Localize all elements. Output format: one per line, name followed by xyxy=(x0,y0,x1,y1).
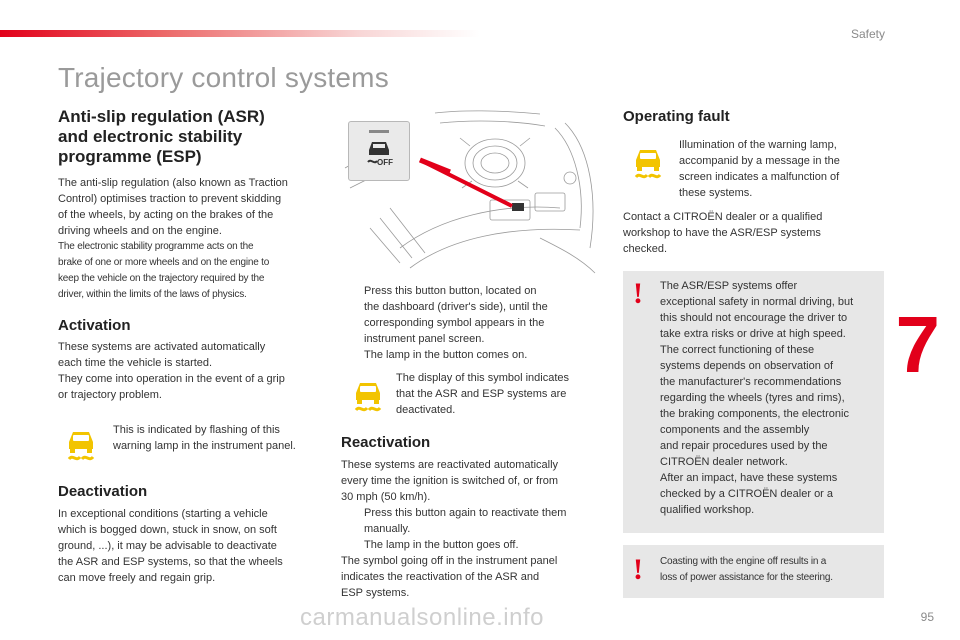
page-number: 95 xyxy=(920,610,934,624)
esp-off-button[interactable] xyxy=(348,121,410,181)
page-title: Trajectory control systems xyxy=(58,62,389,93)
safety-warning-text: The ASR/ESP systems offer exceptional safety in normal driving, but this should not encourage the driver to take extra risks or drive at high speed. The correct functioning of these systems depends on observation of the manufacturer's recommendations regarding the wheels (tyres and rims), the braking components, the electronic components and the assembly and repair procedures used by the CITROËN dealer network. After an impact, have these systems checked by a CITROËN dealer or a qualified workshop. xyxy=(660,280,854,516)
warning-exclamation-icon: ! xyxy=(633,277,643,310)
press-button-step: Press this button button, located on the dashboard (driver's side), until the corresponding symbol appears in the instrument panel screen. The lamp in the button comes on. xyxy=(364,285,548,361)
asr-esp-heading: Anti-slip regulation (ASR) and electronic stability programme (ESP) xyxy=(58,107,265,166)
coasting-warning-box xyxy=(623,545,884,598)
section-label: Safety xyxy=(850,27,885,41)
reactivation-paragraph: These systems are reactivated automatically every time the ignition is switched of, or from 30 mph (50 km/h). Press this button again to reactivate them manually. The lamp in the button goes off. The symbol going off in the instrument panel indicates the reactivation of the ASR and ESP systems. xyxy=(341,459,567,599)
activation-icon-note: This is indicated by flashing of this warning lamp in the instrument panel. xyxy=(113,424,296,452)
symbol-deactivated-note: The display of this symbol indicates that the ASR and ESP systems are deactivated. xyxy=(396,372,570,416)
reactivation-heading: Reactivation xyxy=(341,434,431,451)
intro-paragraph: The anti-slip regulation (also known as Traction Control) optimises traction to prevent skidding of the wheels, by acting on the brakes of the driving wheels and on the engine. xyxy=(58,177,288,237)
fault-icon-note: Illumination of the warning lamp, accompanid by a message in the screen indicates a malfunction of these systems. xyxy=(679,139,840,199)
chapter-number: 7 xyxy=(895,300,940,389)
esp-deactivated-icon xyxy=(351,379,385,413)
deactivation-paragraph: In exceptional conditions (starting a vehicle which is bogged down, stuck in snow, on soft ground, ...), it may be advisable to deactivate the ASR and ESP systems, so that the wheels can move freely and regain grip. xyxy=(58,508,283,584)
skid-warning-icon xyxy=(64,428,98,462)
button-off-label: OFF xyxy=(377,158,393,167)
deactivation-heading: Deactivation xyxy=(58,483,148,500)
fault-warning-icon xyxy=(631,146,665,180)
header-accent-bar xyxy=(0,30,480,37)
activation-heading: Activation xyxy=(58,317,131,334)
watermark-text: carmanualsonline.info xyxy=(300,604,544,631)
safety-warning-box xyxy=(623,271,884,533)
warning-exclamation-icon: ! xyxy=(633,553,643,586)
fault-contact-paragraph: Contact a CITROËN dealer or a qualified workshop to have the ASR/ESP systems checked. xyxy=(623,211,823,255)
activation-paragraph: These systems are activated automatically each time the vehicle is started. They come into operation in the event of a grip or trajectory problem. xyxy=(58,341,285,401)
coasting-warning-text: Coasting with the engine off results in a loss of power assistance for the steering. xyxy=(660,556,833,583)
operating-fault-heading: Operating fault xyxy=(623,108,730,125)
esp-paragraph: The electronic stability programme acts on the brake of one or more wheels and on the engine to keep the vehicle on the trajectory required by the driver, within the limits of the laws of physics. xyxy=(58,241,270,300)
